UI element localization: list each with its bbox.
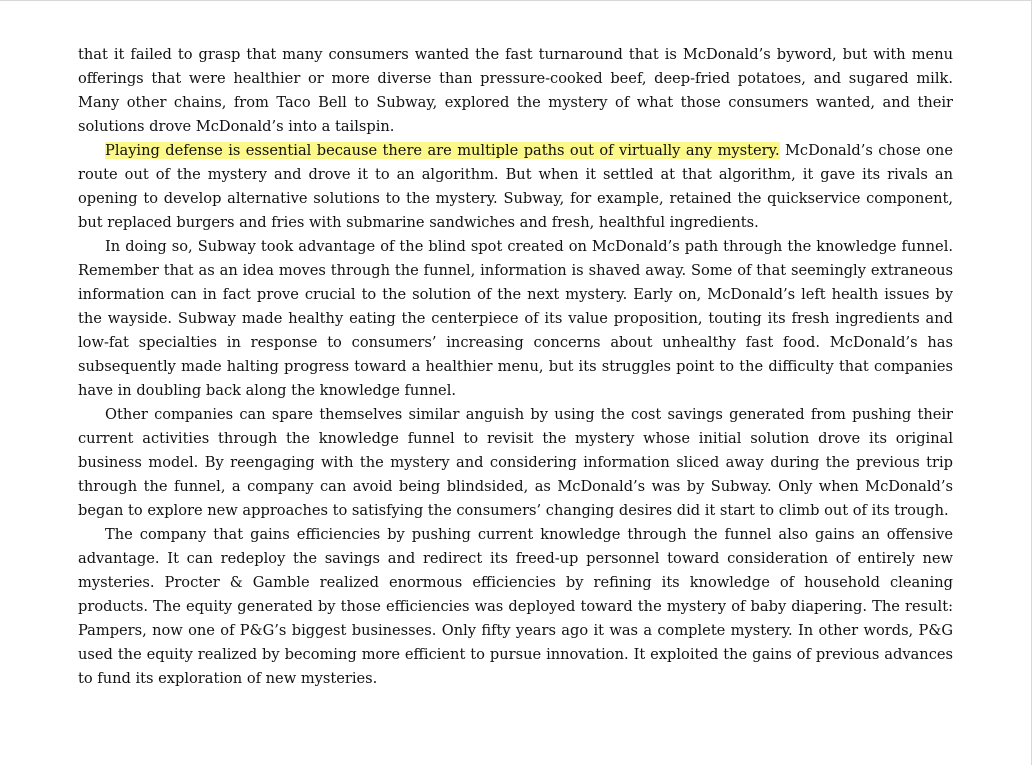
highlighted-sentence[interactable]: Playing defense is essential because there are multiple paths out of virtually any mystery. bbox=[105, 142, 780, 159]
paragraph-1-text: that it failed to grasp that many consumers wanted the fast turnaround that is McDonald’s byword, but with menu offerings that were healthier or more diverse than pressure-cooked beef, deep-fried potatoes, and sugared milk. Many other chains, from Taco Bell to Subway, explored the mystery of what those consumers wanted, and their solutions drove McDonald’s into a tailspin. bbox=[78, 46, 953, 135]
paragraph-3-text: In doing so, Subway took advantage of the blind spot created on McDonald’s path through the knowledge funnel. Remember that as an idea moves through the funnel, information is shaved away. Some of that seemingly extraneous information can in fact prove crucial to the solution of the next mystery. Early on, McDonald’s left health issues by the wayside. Subway made healthy eating the centerpiece of its value proposition, touting its fresh ingredients and low-fat specialties in response to consumers’ increasing concerns about unhealthy fast food. McDonald’s has subsequently made halting progress toward a healthier menu, but its struggles point to the difficulty that companies have in doubling back along the knowledge funnel. bbox=[78, 238, 953, 399]
paragraph-4 bbox=[78, 403, 953, 523]
paragraph-5 bbox=[78, 523, 953, 691]
paragraph-3 bbox=[78, 235, 953, 403]
paragraph-4-text: Other companies can spare themselves similar anguish by using the cost savings generated from pushing their current activities through the knowledge funnel to revisit the mystery whose initial solution drove its original business model. By reengaging with the mystery and considering information sliced away during the previous trip through the funnel, a company can avoid being blindsided, as McDonald’s was by Subway. Only when McDonald’s began to explore new approaches to satisfying the consumers’ changing desires did it start to climb out of its trough. bbox=[78, 406, 953, 519]
paragraph-5-text: The company that gains efficiencies by pushing current knowledge through the funnel also gains an offensive advantage. It can redeploy the savings and redirect its freed-up personnel toward consideration of entirely new mysteries. Procter & Gamble realized enormous efficiencies by refining its knowledge of household cleaning products. The equity generated by those efficiencies was deployed toward the mystery of baby diapering. The result: Pampers, now one of P&G’s biggest businesses. Only fifty years ago it was a complete mystery. In other words, P&G used the equity realized by becoming more efficient to pursue innovation. It exploited the gains of previous advances to fund its exploration of new mysteries. bbox=[78, 526, 953, 687]
document-body bbox=[78, 43, 953, 691]
paragraph-2-text: McDonald’s chose one route out of the mystery and drove it to an algorithm. But when it settled at that algorithm, it gave its rivals an opening to develop alternative solutions to the mystery. Subway, for example, retained the quickservice component, but replaced burgers and fries with submarine sandwiches and fresh, healthful ingredients. bbox=[78, 142, 953, 231]
paragraph-2 bbox=[78, 139, 953, 235]
paragraph-1 bbox=[78, 43, 953, 139]
